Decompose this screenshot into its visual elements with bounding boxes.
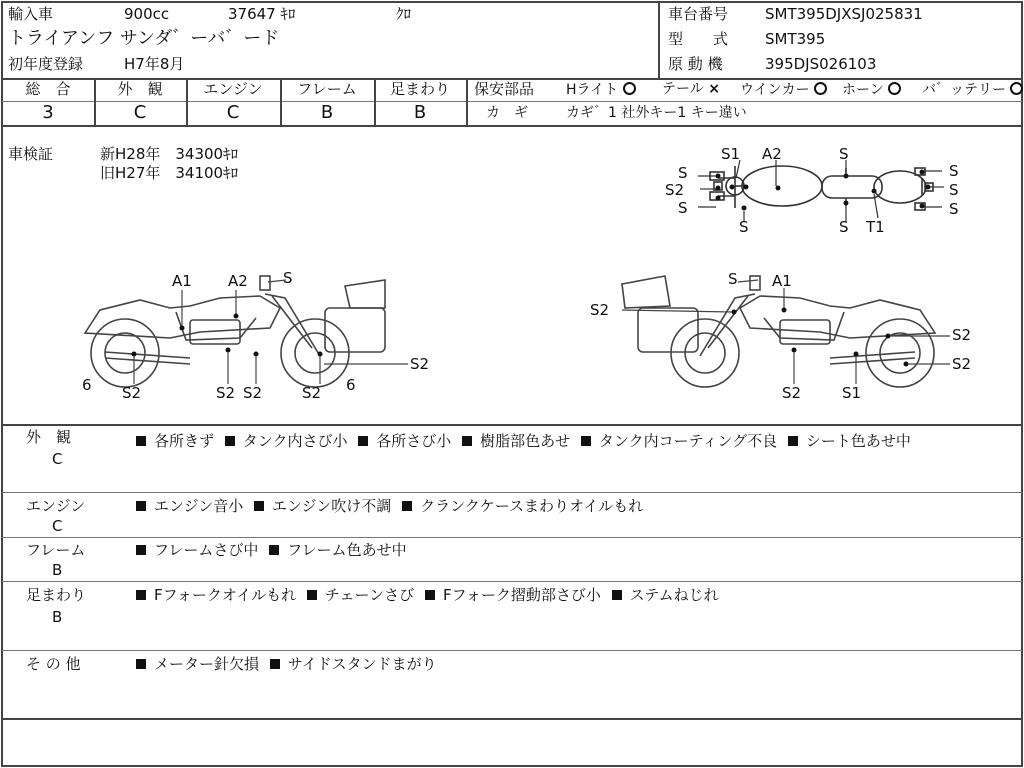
detail-other-items — [136, 657, 437, 672]
diagram-label: A2 — [228, 272, 248, 290]
safety-horn — [842, 82, 901, 97]
bullet-icon — [269, 545, 279, 555]
diagram-label: S — [949, 181, 959, 199]
detail-frame-title: フレーム — [26, 541, 86, 559]
grade-header-frame: フレーム — [297, 80, 357, 98]
grade-table-mid — [2, 101, 1022, 102]
header-divider — [658, 2, 660, 78]
diagram-label: S2 — [243, 384, 263, 402]
detail-item: フレーム色あせ中 — [287, 541, 407, 559]
safety-horn-label: ホーン — [842, 82, 884, 98]
detail-suspension-title: 足まわり — [26, 586, 87, 604]
inspection-old: 旧H27年 34100ｷﾛ — [100, 164, 239, 182]
detail-item: メーター針欠損 — [154, 655, 260, 673]
bullet-icon — [254, 501, 264, 511]
diagram-label: S2 — [782, 384, 802, 402]
safety-headlight — [566, 82, 636, 97]
safety-battery-label: バ゛ッテリー — [922, 82, 1006, 98]
inspection-label: 車検証 — [8, 145, 54, 163]
detail-item: タンク内さび小 — [242, 432, 348, 450]
diagram-label: T1 — [866, 218, 885, 236]
diagram-label: S2 — [590, 301, 610, 319]
diagram-label: S — [728, 270, 738, 288]
safety-turn-signal — [740, 82, 827, 97]
ok-circle-icon — [1010, 82, 1023, 95]
diagram-label: S — [839, 218, 849, 236]
first-registration-label: 初年度登録 — [8, 55, 84, 73]
detail-item: ステムねじれ — [629, 586, 719, 604]
diagram-label: S2 — [216, 384, 236, 402]
ok-circle-icon — [814, 82, 827, 95]
chassis-label: 車台番号 — [668, 5, 729, 23]
bullet-icon — [425, 590, 435, 600]
diagram-label: S — [839, 145, 849, 163]
detail-item: 各所きず — [154, 432, 215, 450]
bullet-icon — [136, 436, 146, 446]
type-value: SMT395 — [765, 30, 826, 48]
grade-value-suspension: B — [413, 102, 427, 123]
import-label: 輸入車 — [8, 5, 54, 23]
detail-engine-grade: C — [52, 517, 63, 535]
details-bottom-line — [2, 718, 1022, 720]
diagram-label: S1 — [721, 145, 741, 163]
diagram-label: S2 — [302, 384, 322, 402]
details-divider — [2, 492, 1022, 493]
detail-item: シート色あせ中 — [805, 432, 911, 450]
details-divider — [2, 537, 1022, 538]
diagram-label: 6 — [82, 376, 92, 394]
bullet-icon — [307, 590, 317, 600]
detail-item: Fフォークオイルもれ — [154, 586, 297, 604]
diagram-label: S — [949, 162, 959, 180]
grade-value-engine: C — [226, 102, 240, 123]
diagram-label: S2 — [410, 355, 430, 373]
diagram-label: S2 — [665, 181, 685, 199]
detail-item: タンク内コーティング不良 — [598, 432, 778, 450]
first-registration-value: H7年8月 — [124, 55, 185, 73]
details-top-line — [2, 424, 1022, 426]
grade-header-suspension: 足まわり — [389, 80, 450, 98]
grade-value-frame: B — [320, 102, 334, 123]
bullet-icon — [136, 590, 146, 600]
diagram-label: S — [739, 218, 749, 236]
diagram-label: S — [283, 269, 293, 287]
detail-engine-items — [136, 499, 643, 514]
bullet-icon — [270, 659, 280, 669]
diagram-label: A1 — [172, 272, 192, 290]
detail-item: クランクケースまわりオイルもれ — [420, 497, 644, 515]
detail-item: 各所さび小 — [376, 432, 452, 450]
diagram-label: S2 — [952, 326, 972, 344]
detail-suspension-items — [136, 588, 719, 603]
detail-item: Fフォーク摺動部さび小 — [442, 586, 601, 604]
diagram-label: S2 — [952, 355, 972, 373]
diagram-label: S — [678, 164, 688, 182]
diagram-label: S — [949, 200, 959, 218]
grade-header-engine: エンジン — [203, 80, 263, 98]
diagram-label: A1 — [772, 272, 792, 290]
bullet-icon — [788, 436, 798, 446]
safety-label: 保安部品 — [474, 80, 535, 98]
detail-other-title: そ の 他 — [26, 655, 81, 673]
color: ｸﾛ — [396, 5, 412, 23]
detail-frame-grade: B — [52, 561, 63, 579]
inspection-new: 新H28年 34300ｷﾛ — [100, 145, 239, 163]
mileage: 37647 ｷﾛ — [228, 5, 296, 23]
detail-item: サイドスタンドまがり — [287, 655, 437, 673]
engine-number-label: 原 動 機 — [668, 55, 723, 73]
grade-table-bottom — [2, 125, 1022, 127]
motorcycle-top-view — [660, 140, 980, 240]
diagram-label: S1 — [842, 384, 862, 402]
ok-circle-icon — [623, 82, 636, 95]
details-divider — [2, 650, 1022, 651]
bullet-icon — [136, 659, 146, 669]
safety-battery — [922, 82, 1023, 97]
bullet-icon — [581, 436, 591, 446]
detail-item: チェーンさび — [324, 586, 415, 604]
grade-value-overall: 3 — [42, 102, 54, 123]
diagram-label: 6 — [346, 376, 356, 394]
key-label: カ ギ — [486, 105, 528, 121]
type-label: 型 式 — [668, 30, 729, 48]
bullet-icon — [136, 545, 146, 555]
ok-circle-icon — [888, 82, 901, 95]
detail-exterior-grade: C — [52, 450, 63, 468]
model-name: トライアンフ サンダ゛ーバ゛ード — [8, 28, 280, 49]
bullet-icon — [402, 501, 412, 511]
safety-taillight — [662, 82, 720, 96]
diagram-label: A2 — [762, 145, 782, 163]
bullet-icon — [225, 436, 235, 446]
engine-number-value: 395DJS026103 — [765, 55, 877, 73]
bullet-icon — [136, 501, 146, 511]
detail-item: エンジン吹け不調 — [272, 497, 392, 515]
safety-headlight-label: Hライト — [566, 82, 619, 98]
col-divider — [466, 78, 468, 126]
bullet-icon — [358, 436, 368, 446]
diagram-label: S2 — [122, 384, 142, 402]
details-divider — [2, 581, 1022, 582]
cross-mark-icon: × — [708, 81, 720, 97]
key-value: カギ゛1 社外キー1 キー違い — [566, 105, 747, 121]
diagram-label: S — [678, 199, 688, 217]
detail-frame-items — [136, 543, 407, 558]
detail-suspension-grade: B — [52, 608, 63, 626]
detail-exterior-items — [136, 430, 1016, 452]
grade-header-exterior: 外 観 — [117, 80, 163, 98]
detail-item: 樹脂部色あせ — [480, 432, 571, 450]
grade-header-overall: 総 合 — [25, 80, 71, 98]
detail-item: フレームさび中 — [154, 541, 259, 559]
grade-value-exterior: C — [133, 102, 147, 123]
bullet-icon — [462, 436, 472, 446]
displacement: 900cc — [124, 5, 170, 23]
safety-taillight-label: テール — [662, 81, 704, 97]
chassis-value: SMT395DJXSJ025831 — [765, 5, 923, 23]
bullet-icon — [612, 590, 622, 600]
detail-item: エンジン音小 — [154, 497, 244, 515]
detail-exterior-title: 外 観 — [26, 428, 72, 446]
safety-turn-signal-label: ウインカー — [740, 82, 810, 98]
detail-engine-title: エンジン — [26, 497, 86, 515]
